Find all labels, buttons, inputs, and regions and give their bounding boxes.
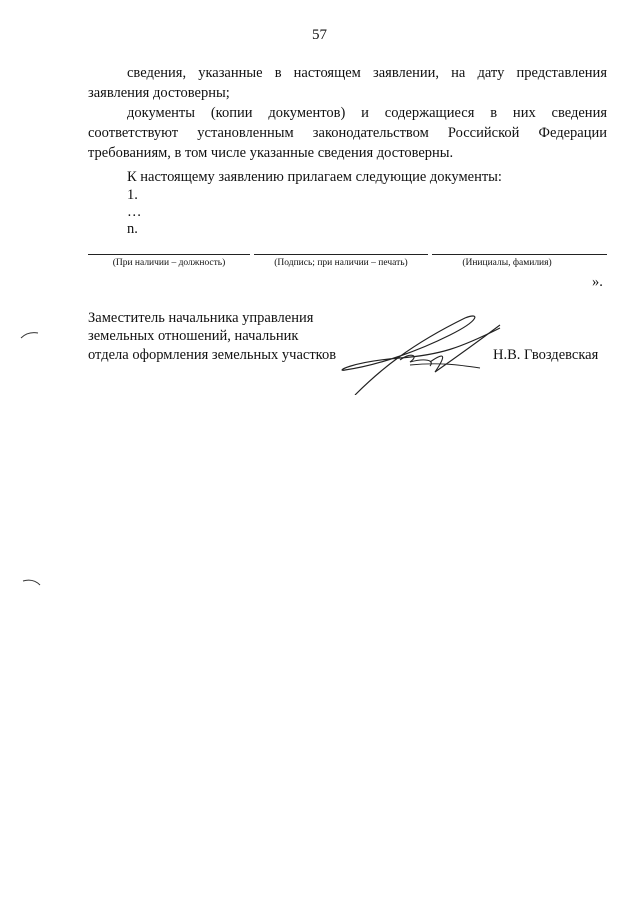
attachments-intro: К настоящему заявлению прилагаем следующие документы: <box>127 169 502 185</box>
page-number: 57 <box>312 27 327 43</box>
name-line <box>432 254 607 255</box>
signatory-title: отдела оформления земельных участков <box>88 347 337 363</box>
position-caption: (При наличии – должность) <box>112 258 226 268</box>
name-caption: (Инициалы, фамилия) <box>462 258 552 268</box>
paragraph-line: соответствуют установленным законодательством Российской Федерации <box>88 125 607 141</box>
signature-caption: (Подпись; при наличии – печать) <box>274 258 408 268</box>
list-item: 1. <box>127 187 138 203</box>
list-item: … <box>127 204 142 220</box>
signature-line <box>254 254 428 255</box>
position-line <box>88 254 250 255</box>
paragraph-line: заявления достоверны; <box>88 85 230 101</box>
closing-quote: ». <box>592 274 603 290</box>
paragraph-line: сведения, указанные в настоящем заявлении, на дату представления <box>127 65 607 81</box>
signatory-name: Н.В. Гвоздевская <box>493 347 599 363</box>
signatory-title: земельных отношений, начальник <box>88 328 299 344</box>
scan-mark <box>22 578 42 588</box>
list-item: n. <box>127 221 138 237</box>
signatory-title: Заместитель начальника управления <box>88 310 314 326</box>
scan-mark <box>20 330 40 340</box>
paragraph-line: документы (копии документов) и содержащиеся в них сведения <box>127 105 607 121</box>
handwritten-signature <box>340 310 520 395</box>
paragraph-line: требованиям, в том числе указанные сведения достоверны. <box>88 145 454 161</box>
